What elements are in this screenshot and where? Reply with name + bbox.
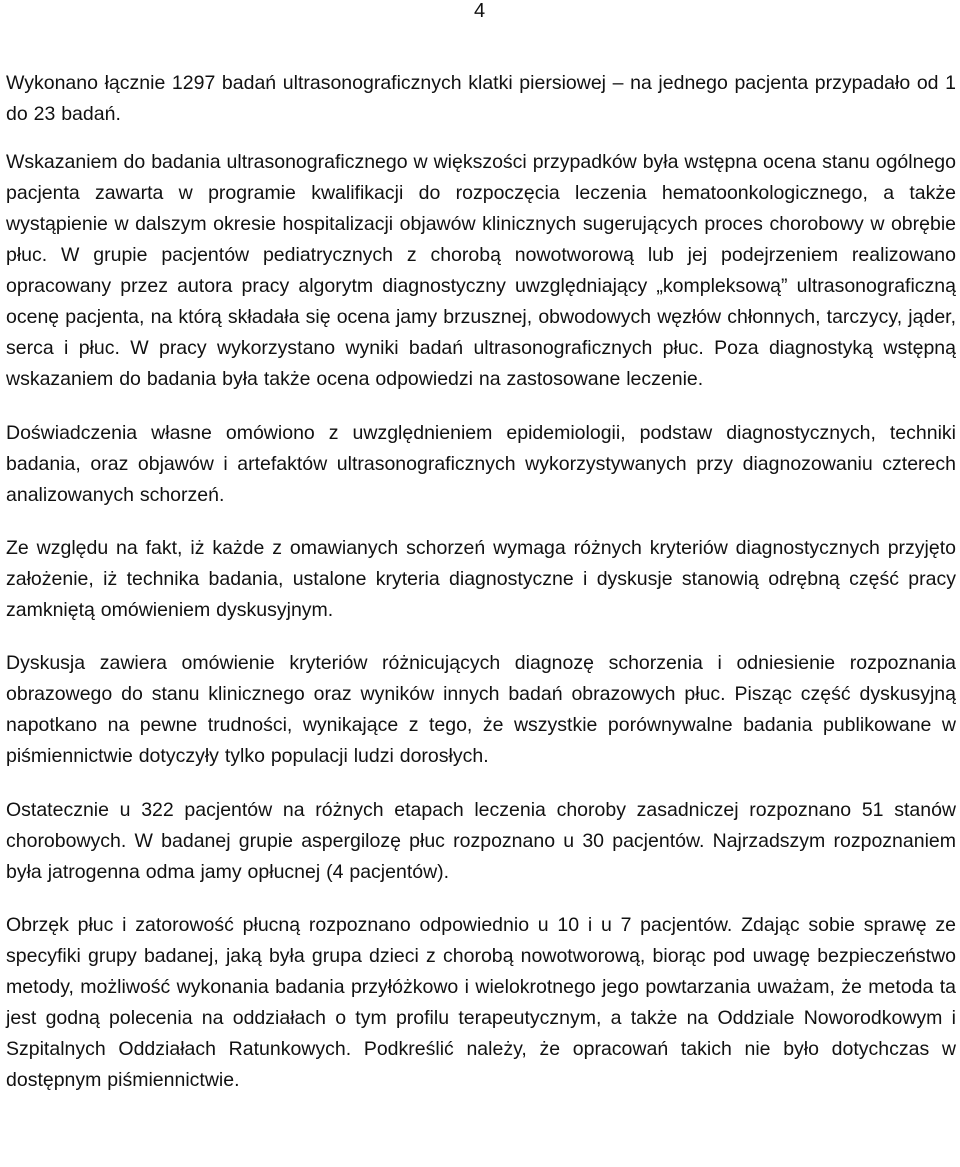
page-number: 4 bbox=[474, 0, 486, 22]
paragraph-assumptions: Ze względu na fakt, iż każde z omawianych schorzeń wymaga różnych kryteriów diagnostycznych przyjęto założenie, iż technika badania, ustalone kryteria diagnostyczne i dyskusje stanowią odrębną część pracy zamkniętą omówieniem dyskusyjnym. bbox=[6, 537, 956, 621]
paragraph-conclusions: Obrzęk płuc i zatorowość płucną rozpoznano odpowiednio u 10 i u 7 pacjentów. Zdając sobie sprawę ze specyfiki grupy badanej, jaką była grupa dzieci z chorobą nowotworową, biorąc pod uwagę bezpieczeństwo metody, możliwość wykonania badania przyłóżkowo i wielokrotnego jego powtarzania uważam, że metoda ta jest godną polecenia na oddziałach o tym profilu terapeutycznym, a także na Oddziale Noworodkowym i Szpitalnych Oddziałach Ratunkowych. Podkreślić należy, że opracowań takich nie było dotychczas w dostępnym piśmiennictwie. bbox=[6, 914, 956, 1091]
document-body bbox=[6, 68, 956, 1116]
paragraph-examinations-count: Wykonano łącznie 1297 badań ultrasonograficznych klatki piersiowej – na jednego pacjenta przypadało od 1 do 23 badań. bbox=[6, 72, 956, 125]
paragraph-own-experience: Doświadczenia własne omówiono z uwzględnieniem epidemiologii, podstaw diagnostycznych, techniki badania, oraz objawów i artefaktów ultrasonograficznych wykorzystywanych przy diagnozowaniu czterech analizowanych schorzeń. bbox=[6, 422, 956, 506]
paragraph-diagnoses: Ostatecznie u 322 pacjentów na różnych etapach leczenia choroby zasadniczej rozpoznano 51 stanów chorobowych. W badanej grupie aspergilozę płuc rozpoznano u 30 pacjentów. Najrzadszym rozpoznaniem była jatrogenna odma jamy opłucnej (4 pacjentów). bbox=[6, 799, 956, 883]
paragraph-discussion: Dyskusja zawiera omówienie kryteriów różnicujących diagnozę schorzenia i odniesienie rozpoznania obrazowego do stanu klinicznego oraz wyników innych badań obrazowych płuc. Pisząc część dyskusyjną napotkano na pewne trudności, wynikające z tego, że wszystkie porównywalne badania publikowane w piśmiennictwie dotyczyły tylko populacji ludzi dorosłych. bbox=[6, 652, 956, 767]
paragraph-indications: Wskazaniem do badania ultrasonograficznego w większości przypadków była wstępna ocena stanu ogólnego pacjenta zawarta w programie kwalifikacji do rozpoczęcia leczenia hematoonkologicznego, a także wystąpienie w dalszym okresie hospitalizacji objawów klinicznych sugerujących proces chorobowy w obrębie płuc. W grupie pacjentów pediatrycznych z chorobą nowotworową lub jej podejrzeniem realizowano opracowany przez autora pracy algorytm diagnostyczny uwzględniający „kompleksową” ultrasonograficzną ocenę pacjenta, na którą składała się ocena jamy brzusznej, obwodowych węzłów chłonnych, tarczycy, jąder, serca i płuc. W pracy wykorzystano wyniki badań ultrasonograficznych płuc. Poza diagnostyką wstępną wskazaniem do badania była także ocena odpowiedzi na zastosowane leczenie. bbox=[6, 151, 956, 390]
